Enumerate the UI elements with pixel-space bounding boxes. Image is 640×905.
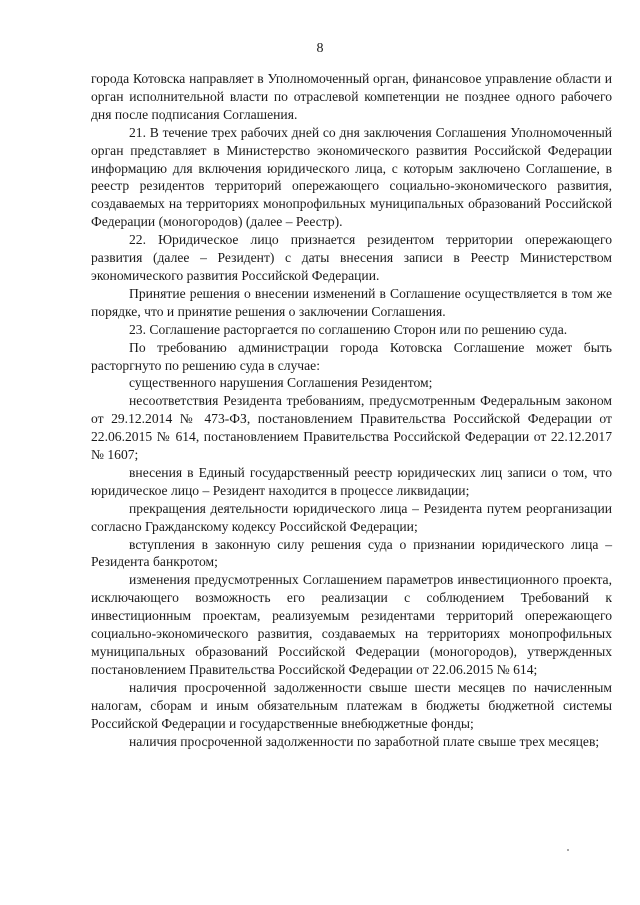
paragraph-amendments: Принятие решения о внесении изменений в Соглашение осуществляется в том же порядке, что и принятие решения о заключении Соглашения.: [91, 285, 612, 319]
lead-paragraph: города Котовска направляет в Уполномоченный орган, финансовое управление области и орган исполнительной власти по отраслевой компетенции не позднее одного рабочего дня после подписания Соглашения.: [91, 71, 612, 122]
list-item: изменения предусмотренных Соглашением параметров инвестиционного проекта, исключающего возможность его реализации с соблюдением Требований к инвестиционным проектам, реализуемым резидентами территорий опережающего социально-экономического развития, создаваемых на территориях монопрофильных муниципальных образований Российской Федерации (моногородов), утвержденных постановлением Правительства Российской Федерации от 22.06.2015 № 614;: [91, 572, 612, 677]
document-body: [91, 70, 612, 750]
list-item: наличия просроченной задолженности по заработной плате свыше трех месяцев;: [129, 733, 600, 749]
paragraph-21: 21. В течение трех рабочих дней со дня заключения Соглашения Уполномоченный орган представляет в Министерство экономического развития Российской Федерации информацию для включения юридического лица, с которым заключено Соглашение, в реестр резидентов территорий опережающего социально-экономического развития, создаваемых на территориях монопрофильных муниципальных образований Российской Федерации (моногородов) (далее – Реестр).: [91, 124, 612, 230]
scan-speck: [567, 849, 569, 851]
list-item: вступления в законную силу решения суда о признании юридического лица – Резидента банкротом;: [91, 536, 612, 570]
list-item: внесения в Единый государственный реестр юридических лиц записи о том, что юридическое лицо – Резидент находится в процессе ликвидации;: [91, 464, 612, 498]
paragraph-23: 23. Соглашение расторгается по соглашению Сторон или по решению суда.: [129, 321, 568, 337]
list-item: несоответствия Резидента требованиям, предусмотренным Федеральным законом от 29.12.2014 № 473-ФЗ, постановлением Правительства Российской Федерации от 22.06.2015 № 614, постановлением Правительства Российской Федерации от 22.12.2017 № 1607;: [91, 393, 612, 463]
paragraph-court-termination: По требованию администрации города Котовска Соглашение может быть расторгнуто по решению суда в случае:: [91, 339, 612, 373]
list-item: существенного нарушения Соглашения Резидентом;: [129, 375, 433, 391]
list-item: прекращения деятельности юридического лица – Резидента путем реорганизации согласно Гражданскому кодексу Российской Федерации;: [91, 500, 612, 534]
page-number: 8: [316, 41, 324, 56]
paragraph-22: 22. Юридическое лицо признается резидентом территории опережающего развития (далее – Резидент) с даты внесения записи в Реестр Министерством экономического развития Российской Федерации.: [91, 232, 612, 283]
list-item: наличия просроченной задолженности свыше шести месяцев по начисленным налогам, сборам и иным обязательным платежам в бюджеты бюджетной системы Российской Федерации и государственные внебюджетные фонды;: [91, 679, 612, 731]
